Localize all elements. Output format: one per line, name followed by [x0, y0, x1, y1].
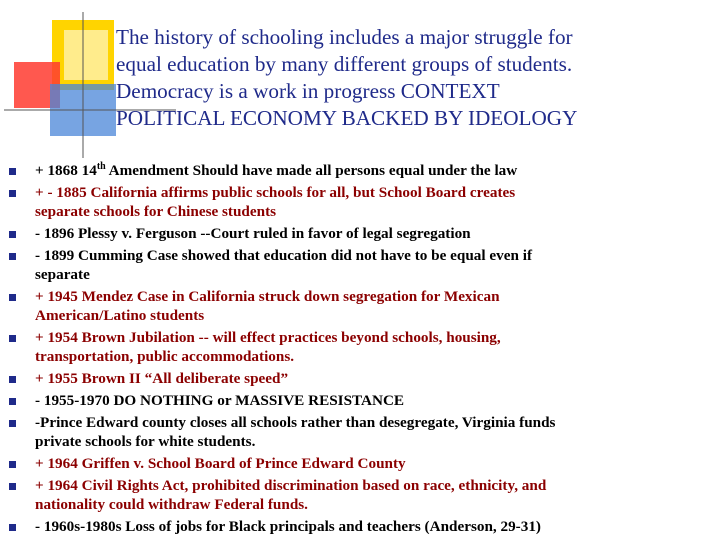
list-item-line: - 1960s-1980s Loss of jobs for Black principals and teachers (Anderson, 29-31) [35, 518, 541, 535]
list-item [0, 328, 720, 366]
list-item-line: + 1954 Brown Jubilation -- will effect practices beyond schools, housing, [35, 329, 501, 346]
list-item-text [35, 183, 715, 221]
timeline-list [0, 161, 720, 539]
square-bullet-icon [9, 524, 16, 531]
square-bullet-icon [9, 483, 16, 490]
list-item-line: transportation, public accommodations. [35, 348, 295, 365]
list-item [0, 454, 720, 473]
list-item-text [35, 517, 715, 536]
list-item [0, 183, 720, 221]
list-item-text [35, 246, 715, 284]
list-item [0, 224, 720, 243]
list-item-line: + - 1885 California affirms public schools for all, but School Board creates [35, 184, 516, 201]
square-bullet-icon [9, 461, 16, 468]
list-item-line: separate [35, 266, 90, 283]
superscript-th: th [96, 160, 106, 172]
list-item [0, 476, 720, 514]
list-item-text [35, 224, 715, 243]
square-bullet-icon [9, 190, 16, 197]
deco-white-square [64, 30, 108, 80]
title-line: Democracy is a work in progress CONTEXT [116, 79, 500, 103]
list-item-text [35, 328, 715, 366]
list-item [0, 161, 720, 180]
list-item-line: separate schools for Chinese students [35, 203, 277, 220]
list-item-line: nationality could withdraw Federal funds. [35, 496, 308, 513]
list-item-line: private schools for white students. [35, 433, 256, 450]
list-item-line: - 1955-1970 DO NOTHING or MASSIVE RESISTANCE [35, 392, 405, 409]
title-line: POLITICAL ECONOMY BACKED BY IDEOLOGY [116, 106, 578, 130]
title-line: equal education by many different groups of students. [116, 52, 573, 76]
square-bullet-icon [9, 253, 16, 260]
list-item [0, 391, 720, 410]
square-bullet-icon [9, 376, 16, 383]
square-bullet-icon [9, 294, 16, 301]
list-item-line: - 1896 Plessy v. Ferguson --Court ruled in favor of legal segregation [35, 225, 471, 242]
list-item [0, 246, 720, 284]
list-item-line: Amendment Should have made all persons equal under the law [105, 162, 518, 179]
list-item [0, 413, 720, 451]
list-item-line: + 1964 Griffen v. School Board of Prince Edward County [35, 455, 406, 472]
list-item-line: American/Latino students [35, 307, 205, 324]
list-item-line: + 1955 Brown II “All deliberate speed” [35, 370, 289, 387]
square-bullet-icon [9, 335, 16, 342]
title-line: The history of schooling includes a major struggle for [116, 25, 573, 49]
list-item-text [35, 413, 715, 451]
list-item-text [35, 391, 715, 410]
square-bullet-icon [9, 231, 16, 238]
square-bullet-icon [9, 420, 16, 427]
list-item [0, 517, 720, 536]
list-item-line: + 1945 Mendez Case in California struck down segregation for Mexican [35, 288, 500, 305]
list-item-text [35, 476, 715, 514]
list-item [0, 287, 720, 325]
list-item [0, 369, 720, 388]
list-item-text [35, 454, 715, 473]
list-item-text [35, 287, 715, 325]
square-bullet-icon [9, 168, 16, 175]
list-item-line: + 1868 14 [35, 162, 97, 179]
square-bullet-icon [9, 398, 16, 405]
list-item-text [35, 369, 715, 388]
list-item-text [35, 161, 715, 180]
list-item-line: + 1964 Civil Rights Act, prohibited discrimination based on race, ethnicity, and [35, 477, 547, 494]
list-item-line: - 1899 Cumming Case showed that education did not have to be equal even if [35, 247, 532, 264]
list-item-line: -Prince Edward county closes all schools rather than desegregate, Virginia funds [35, 414, 556, 431]
slide-title [116, 24, 716, 132]
